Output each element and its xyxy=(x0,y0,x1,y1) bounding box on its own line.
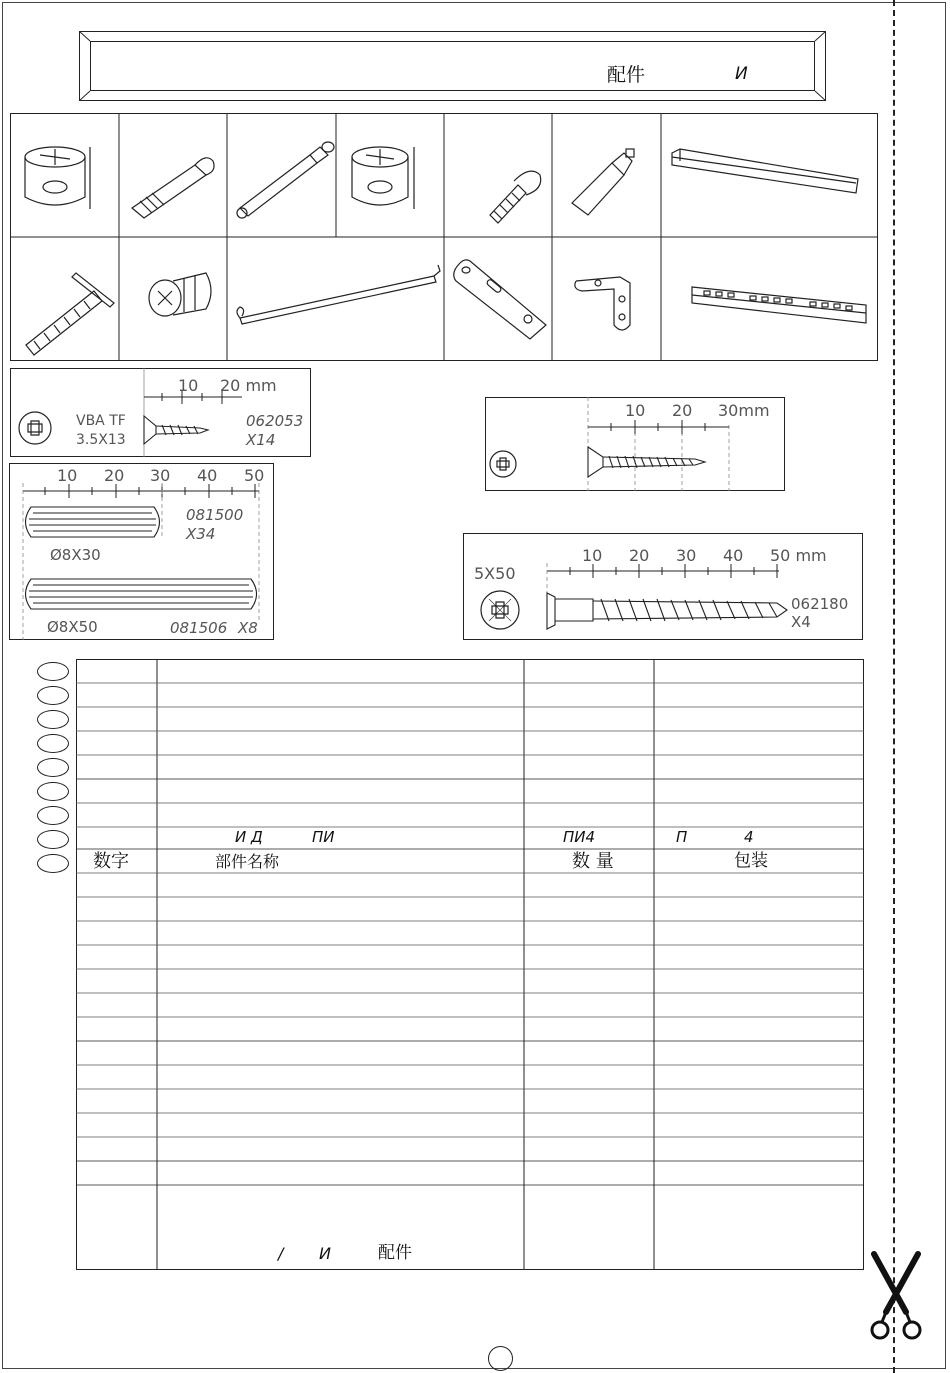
table-footer-b: И xyxy=(319,1244,331,1263)
table-header-top-1: И Д xyxy=(235,828,263,846)
countersunk-screw-icon xyxy=(588,447,705,477)
hook-rod-icon xyxy=(237,265,440,324)
language-bubble xyxy=(37,806,69,825)
dowel-tick-20: 20 xyxy=(104,466,125,485)
dowel-tick-50: 50 xyxy=(244,466,265,485)
language-bubble xyxy=(37,686,69,705)
dowel-short-icon xyxy=(26,507,160,537)
large-screw-tick-20: 20 xyxy=(629,546,650,565)
dowel-bolt-icon xyxy=(132,158,214,218)
page-number-circle xyxy=(488,1346,513,1371)
language-bubble xyxy=(37,758,69,777)
language-bubble xyxy=(37,830,69,849)
table-header-top-4: П xyxy=(676,828,688,846)
large-screw-tick-30: 30 xyxy=(676,546,697,565)
table-header-top-2: ПИ xyxy=(312,828,335,846)
small-screw-qty: X14 xyxy=(246,431,276,449)
large-screw-tick-40: 40 xyxy=(723,546,744,565)
table-footer-cn: 配件 xyxy=(378,1243,412,1263)
dowel-tick-10: 10 xyxy=(57,466,78,485)
drawer-slide-icon xyxy=(692,287,866,323)
language-bubble xyxy=(37,734,69,753)
hex-bolt-icon xyxy=(26,273,114,355)
small-screw-tick-10: 10 xyxy=(178,376,199,395)
cam-lock-icon xyxy=(352,147,414,209)
large-screw-tick-50: 50 mm xyxy=(770,546,827,565)
dowel-a-qty: X34 xyxy=(186,525,216,543)
dowel-long-icon xyxy=(26,579,257,609)
large-screw-size: 5X50 xyxy=(474,564,516,583)
pozidriv-head-icon xyxy=(481,591,519,629)
medium-screw-tick-20: 20 xyxy=(672,401,693,420)
title-bevel-lines xyxy=(79,31,826,101)
parts-grid xyxy=(10,113,878,361)
angle-bracket-icon xyxy=(575,277,630,330)
dowel-b-code: 081506 xyxy=(170,619,228,637)
dowel-b-size: Ø8X50 xyxy=(47,618,98,636)
large-screw-qty: X4 xyxy=(791,613,811,631)
insert-nut-icon xyxy=(149,273,211,316)
large-screw-code: 062180 xyxy=(791,595,849,613)
small-screw-size: 3.5X13 xyxy=(76,432,126,448)
cam-lock-icon xyxy=(25,147,90,209)
language-bubble xyxy=(37,782,69,801)
language-bubble xyxy=(37,854,69,873)
table-header-package: 包装 xyxy=(734,851,768,871)
glue-tube-icon xyxy=(572,149,634,215)
medium-screw-tick-10: 10 xyxy=(625,401,646,420)
dowel-a-size: Ø8X30 xyxy=(50,546,101,564)
title-mark: И xyxy=(735,64,748,84)
small-screw-tick-20: 20 mm xyxy=(220,376,277,395)
phillips-head-icon xyxy=(19,412,51,444)
dowel-tick-30: 30 xyxy=(150,466,171,485)
language-bubble xyxy=(37,710,69,729)
small-screw-name: VBA TF xyxy=(76,413,126,429)
large-screw-tick-10: 10 xyxy=(582,546,603,565)
dowel-a-code: 081500 xyxy=(186,506,244,524)
parts-list-grid xyxy=(76,659,864,1270)
table-header-quantity: 数 量 xyxy=(572,851,614,872)
countersunk-screw-icon xyxy=(144,416,208,444)
table-header-number: 数字 xyxy=(93,851,129,872)
dowels-drawing xyxy=(9,463,274,640)
table-header-top-3: ПИ4 xyxy=(563,828,596,846)
dowel-tick-40: 40 xyxy=(197,466,218,485)
cut-line xyxy=(893,0,895,1373)
wood-screw-icon xyxy=(490,171,541,223)
phillips-head-icon xyxy=(490,451,516,477)
language-bubble xyxy=(37,662,69,681)
table-header-top-5: 4 xyxy=(744,828,754,846)
small-screw-code: 062053 xyxy=(246,412,304,430)
scissors-icon xyxy=(866,1250,926,1345)
medium-screw-tick-30: 30mm xyxy=(718,401,770,420)
flat-bracket-icon xyxy=(454,260,546,339)
dowel-b-qty: X8 xyxy=(238,619,258,637)
table-header-name: 部件名称 xyxy=(215,852,280,871)
confirmat-screw-icon xyxy=(547,593,787,629)
table-footer-a: / xyxy=(278,1244,284,1263)
connector-bolt-icon xyxy=(237,142,334,218)
handle-bar-icon xyxy=(672,149,858,193)
title-text: 配件 xyxy=(607,64,646,86)
